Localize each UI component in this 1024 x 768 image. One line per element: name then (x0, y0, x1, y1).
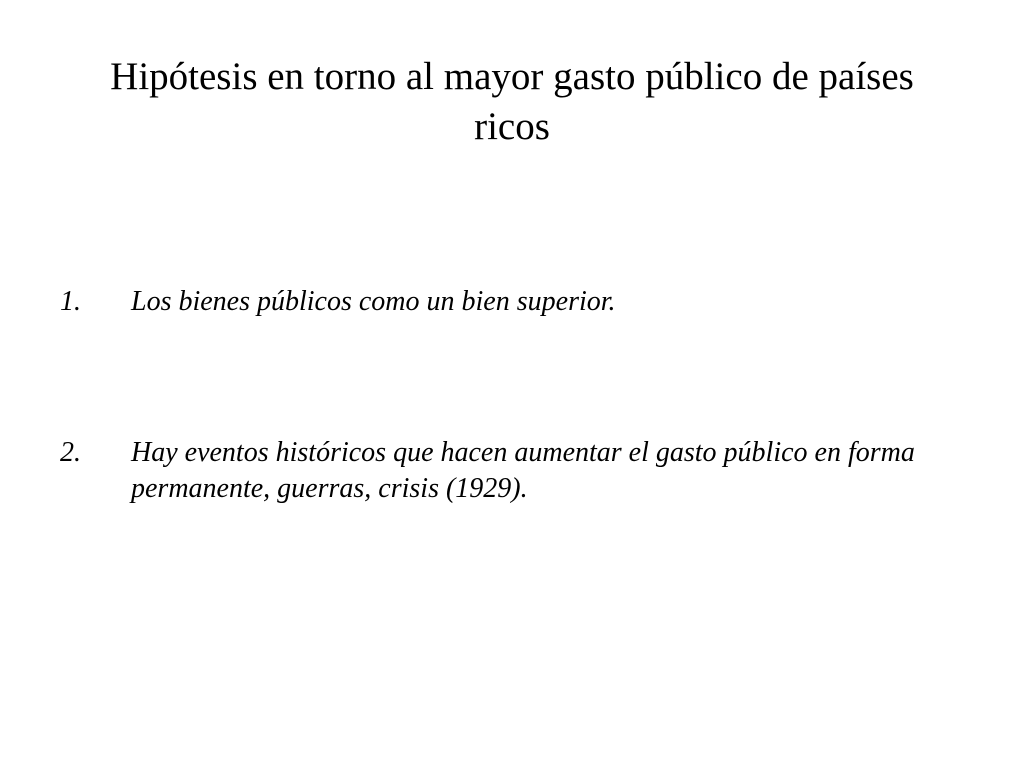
list-item-number: 1. (60, 286, 81, 317)
list-item-text: Hay eventos históricos que hacen aumentar el gasto público en forma permanente, guerras, crisis (1929). (131, 437, 915, 504)
hypothesis-list (60, 284, 980, 507)
slide-title: Hipótesis en torno al mayor gasto público de países ricos (110, 55, 914, 148)
list-item-number: 2. (60, 437, 81, 468)
list-item-text: Los bienes públicos como un bien superior. (131, 286, 616, 317)
list-item (60, 284, 980, 320)
list-item (60, 435, 980, 507)
